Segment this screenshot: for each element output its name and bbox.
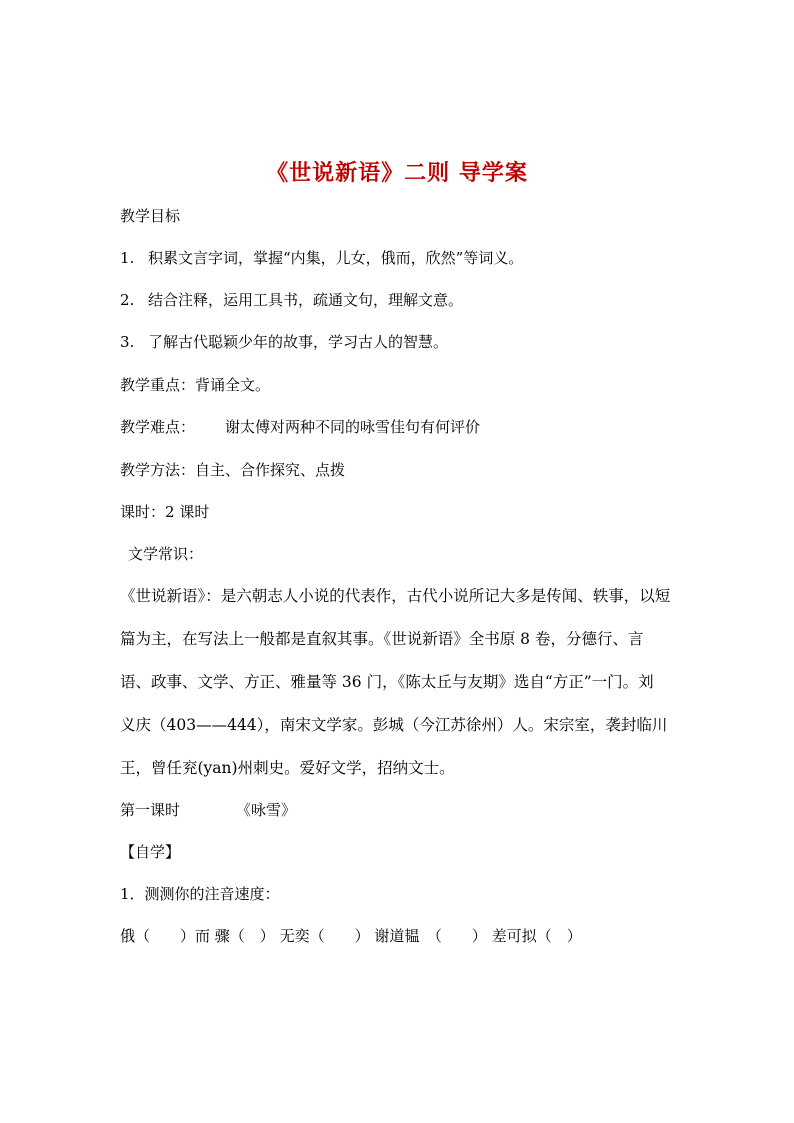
key-point-label: 教学重点： [120, 376, 196, 394]
hours-label: 课时： [120, 503, 166, 521]
objective-text: 了解古代聪颖少年的故事，学习古人的智慧。 [148, 333, 449, 351]
lesson-text: 《咏雪》 [236, 801, 297, 819]
objective-number: 3. [120, 333, 135, 351]
objective-text: 结合注释，运用工具书，疏通文句，理解文意。 [148, 291, 464, 309]
objective-text: 积累文言字词，掌握“内集，儿女，俄而，欣然”等词义。 [148, 249, 524, 267]
literature-line-5: 王，曾任兖(yan)州刺史。爱好文学，招纳文士。 [120, 759, 455, 777]
pinyin-item: 谢道韫 （ ） [374, 927, 487, 945]
objectives-heading: 教学目标 [120, 207, 181, 225]
lesson-label: 第一课时 [120, 801, 181, 819]
objective-item-2 [120, 290, 463, 310]
literature-line-3: 语、政事、文学、方正、雅量等 36 门，《陈太丘与友期》选自“方正”一门。刘 [120, 673, 654, 691]
task-1: 1．测测你的注音速度： [120, 885, 280, 903]
pinyin-item: 差可拟（ ） [491, 927, 582, 945]
literature-heading: 文学常识： [128, 545, 204, 563]
lesson-heading [120, 800, 296, 820]
pinyin-item: 无奕（ ） [279, 927, 370, 945]
key-point [120, 375, 270, 395]
difficulty [120, 417, 480, 437]
objective-item-3 [120, 332, 448, 352]
method [120, 460, 345, 480]
objective-number: 2. [120, 291, 135, 309]
objective-number: 1. [120, 249, 135, 267]
page-title: 《世说新语》二则 导学案 [266, 160, 528, 186]
key-point-text: 背诵全文。 [195, 376, 271, 394]
method-text: 自主、合作探究、点拨 [195, 461, 346, 479]
objective-item-1 [120, 248, 523, 268]
pinyin-item: 骤（ ） [214, 927, 275, 945]
method-label: 教学方法： [120, 461, 196, 479]
difficulty-text: 谢太傅对两种不同的咏雪佳句有何评价 [225, 418, 481, 436]
hours-text: 2 课时 [165, 503, 210, 521]
pinyin-fill-row [120, 926, 582, 946]
pinyin-item: 俄（ ）而 [120, 927, 211, 945]
hours [120, 502, 209, 522]
literature-line-2: 篇为主，在写法上一般都是直叙其事。《世说新语》全书原 8 卷，分德行、言 [120, 630, 644, 648]
self-study-heading: 【自学】 [120, 843, 181, 861]
difficulty-label: 教学难点： [120, 418, 196, 436]
literature-line-1: 《世说新语》：是六朝志人小说的代表作，古代小说所记大多是传闻、轶事，以短 [120, 587, 671, 605]
literature-line-4: 义庆（403——444），南宋文学家。彭城（今江苏徐州）人。宋宗室，袭封临川 [120, 716, 668, 734]
